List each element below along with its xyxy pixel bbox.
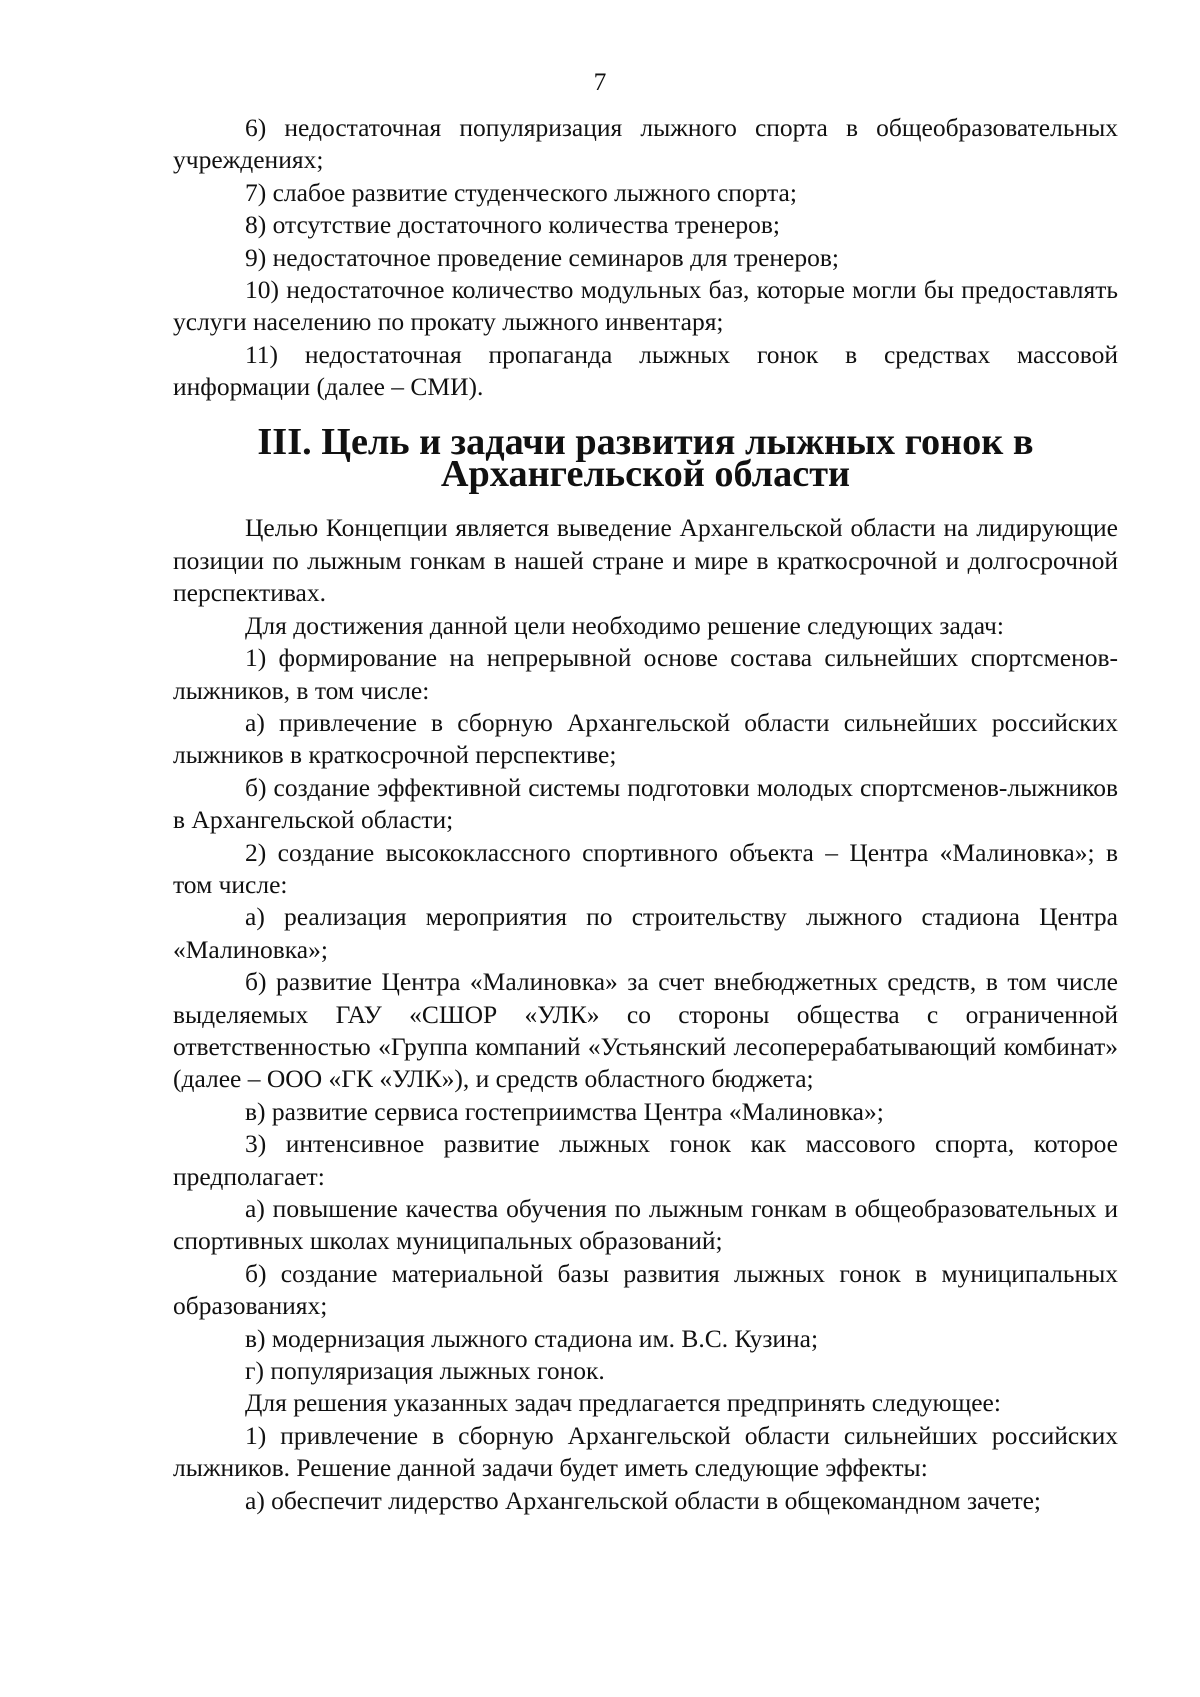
list-item: а) привлечение в сборную Архангельской области сильнейших российских лыжников в краткосрочной перспективе;	[173, 707, 1118, 770]
list-item: 8) отсутствие достаточного количества тренеров;	[245, 210, 781, 240]
section-heading: III. Цель и задачи развития лыжных гонок в Архангельской области	[257, 420, 1034, 496]
list-item: б) создание материальной базы развития лыжных гонок в муниципальных образованиях;	[173, 1258, 1118, 1321]
list-item: 11) недостаточная пропаганда лыжных гонок в средствах массовой информации (далее – СМИ).	[173, 339, 1118, 402]
list-item: 6) недостаточная популяризация лыжного спорта в общеобразовательных учреждениях;	[173, 113, 1118, 175]
list-item: б) развитие Центра «Малиновка» за счет внебюджетных средств, в том числе выделяемых ГАУ «СШОР «УЛК» со стороны общества с ограниченной ответственностью «Группа компаний «Устьянский лесоперерабатывающий комбинат» (далее – ООО «ГК «УЛК»), и средств областного бюджета;	[173, 967, 1118, 1094]
page-number: 7	[593, 67, 607, 96]
paragraph: Для достижения данной цели необходимо решение следующих задач:	[245, 610, 1004, 640]
list-item: 10) недостаточное количество модульных баз, которые могли бы предоставлять услуги населению по прокату лыжного инвентаря;	[173, 275, 1118, 337]
list-item: г) популяризация лыжных гонок.	[245, 1356, 605, 1386]
paragraph: Для решения указанных задач предлагается предпринять следующее:	[245, 1388, 1001, 1418]
paragraph: Целью Концепции является выведение Архангельской области на лидирующие позиции по лыжным гонкам в нашей стране и мире в краткосрочной и долгосрочной перспективах.	[173, 513, 1118, 608]
list-item: а) повышение качества обучения по лыжным гонкам в общеобразовательных и спортивных школах муниципальных образований;	[173, 1194, 1118, 1256]
page-content	[173, 112, 1118, 1517]
list-item: в) модернизация лыжного стадиона им. В.С. Кузина;	[245, 1323, 819, 1353]
list-item: в) развитие сервиса гостеприимства Центра «Малиновка»;	[245, 1096, 884, 1126]
list-item: 7) слабое развитие студенческого лыжного спорта;	[245, 177, 797, 207]
list-item: 1) формирование на непрерывной основе состава сильнейших спортсменов-лыжников, в том числе:	[173, 643, 1118, 705]
section-body	[173, 512, 1118, 1517]
list-item: 1) привлечение в сборную Архангельской области сильнейших российских лыжников. Решение данной задачи будет иметь следующие эффекты:	[173, 1420, 1118, 1483]
list-item: а) реализация мероприятия по строительству лыжного стадиона Центра «Малиновка»;	[173, 902, 1118, 964]
list-item: б) создание эффективной системы подготовки молодых спортсменов-лыжников в Архангельской области;	[173, 772, 1118, 835]
list-item: а) обеспечит лидерство Архангельской области в общекомандном зачете;	[245, 1485, 1042, 1515]
list-item: 2) создание высококлассного спортивного объекта – Центра «Малиновка»; в том числе:	[173, 837, 1118, 899]
list-item: 9) недостаточное проведение семинаров для тренеров;	[245, 242, 839, 272]
list-item: 3) интенсивное развитие лыжных гонок как массового спорта, которое предполагает:	[173, 1129, 1118, 1191]
list-before-heading	[173, 112, 1118, 404]
